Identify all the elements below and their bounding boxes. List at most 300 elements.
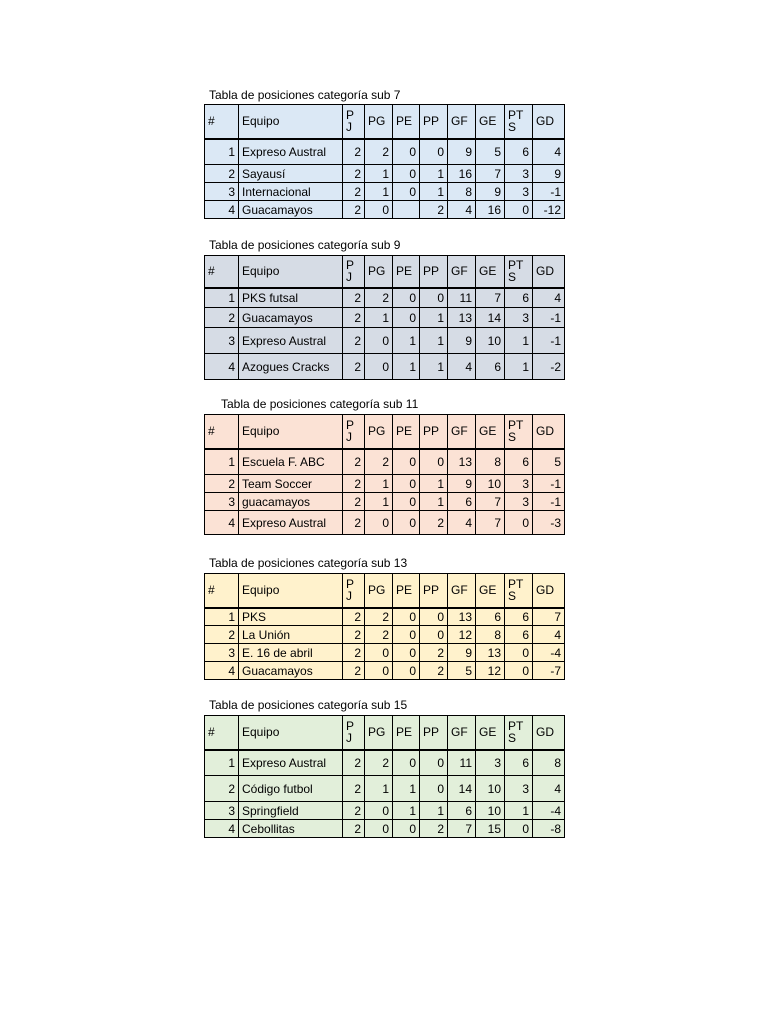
cell-pos: 1 (205, 608, 239, 626)
cell-gf: 11 (448, 288, 476, 308)
header-pts-part: S (508, 430, 517, 445)
cell-pg: 1 (365, 776, 393, 802)
header-gf: GF (448, 415, 476, 449)
table-caption: Tabla de posiciones categoría sub 7 (209, 88, 401, 102)
cell-gf: 5 (448, 662, 476, 680)
cell-pos: 2 (205, 475, 239, 493)
cell-pg: 2 (365, 626, 393, 644)
header-position: # (205, 105, 239, 139)
header-row (205, 415, 565, 449)
header-pj (343, 574, 365, 608)
table-row (205, 201, 565, 219)
cell-pos: 4 (205, 354, 239, 380)
cell-gd: -1 (533, 308, 565, 328)
cell-pj: 2 (343, 802, 365, 820)
cell-pj: 2 (343, 139, 365, 165)
cell-pg: 0 (365, 201, 393, 219)
header-pp: PP (420, 716, 448, 750)
cell-team: guacamayos (239, 493, 343, 511)
header-pg: PG (365, 256, 393, 288)
cell-team: Código futbol (239, 776, 343, 802)
header-gf: GF (448, 574, 476, 608)
cell-gd: -1 (533, 475, 565, 493)
header-pe: PE (393, 105, 420, 139)
standings-table (204, 414, 565, 535)
header-pj-part: J (346, 731, 352, 746)
cell-gd: 4 (533, 288, 565, 308)
cell-ge: 14 (476, 308, 505, 328)
header-pts-part: S (508, 589, 517, 604)
cell-ge: 8 (476, 626, 505, 644)
cell-pts: 3 (505, 493, 533, 511)
header-pe: PE (393, 716, 420, 750)
cell-ge: 7 (476, 165, 505, 183)
cell-ge: 12 (476, 662, 505, 680)
cell-pts: 0 (505, 820, 533, 838)
header-pts-part: PT (508, 418, 524, 433)
cell-pg: 0 (365, 662, 393, 680)
table-caption: Tabla de posiciones categoría sub 13 (209, 556, 408, 570)
cell-pp: 2 (420, 201, 448, 219)
header-pj-part: J (346, 589, 352, 604)
cell-gd: -8 (533, 820, 565, 838)
cell-pp: 0 (420, 608, 448, 626)
cell-pe: 0 (393, 644, 420, 662)
cell-ge: 5 (476, 139, 505, 165)
cell-gf: 16 (448, 165, 476, 183)
cell-ge: 16 (476, 201, 505, 219)
cell-pp: 2 (420, 511, 448, 535)
cell-pp: 0 (420, 776, 448, 802)
cell-pp: 1 (420, 165, 448, 183)
cell-pts: 0 (505, 511, 533, 535)
header-pj-part: J (346, 120, 352, 135)
cell-team: Springfield (239, 802, 343, 820)
cell-pe (393, 201, 420, 219)
cell-pj: 2 (343, 201, 365, 219)
header-pe: PE (393, 415, 420, 449)
cell-gd: -1 (533, 183, 565, 201)
table-row (205, 626, 565, 644)
cell-pe: 0 (393, 662, 420, 680)
cell-pos: 1 (205, 288, 239, 308)
cell-pos: 2 (205, 776, 239, 802)
cell-ge: 6 (476, 354, 505, 380)
cell-pg: 0 (365, 511, 393, 535)
header-pts-part: PT (508, 258, 524, 273)
cell-pp: 0 (420, 626, 448, 644)
header-pj (343, 415, 365, 449)
cell-pos: 4 (205, 820, 239, 838)
cell-pg: 0 (365, 328, 393, 354)
cell-gf: 9 (448, 475, 476, 493)
cell-ge: 6 (476, 608, 505, 626)
header-pts (505, 415, 533, 449)
cell-pj: 2 (343, 288, 365, 308)
cell-team: Internacional (239, 183, 343, 201)
header-ge: GE (476, 105, 505, 139)
table-caption: Tabla de posiciones categoría sub 9 (209, 238, 401, 252)
header-pts-part: S (508, 120, 517, 135)
cell-gf: 13 (448, 308, 476, 328)
header-pp: PP (420, 574, 448, 608)
cell-pe: 0 (393, 449, 420, 475)
header-ge: GE (476, 574, 505, 608)
table-row (205, 139, 565, 165)
cell-pj: 2 (343, 608, 365, 626)
cell-pe: 0 (393, 308, 420, 328)
cell-gd: -4 (533, 802, 565, 820)
cell-pp: 1 (420, 183, 448, 201)
cell-pts: 6 (505, 449, 533, 475)
cell-pp: 0 (420, 288, 448, 308)
cell-pts: 6 (505, 750, 533, 776)
cell-gf: 11 (448, 750, 476, 776)
header-pts (505, 256, 533, 288)
cell-pe: 0 (393, 183, 420, 201)
table-row (205, 449, 565, 475)
header-pp: PP (420, 256, 448, 288)
cell-gf: 7 (448, 820, 476, 838)
cell-pj: 2 (343, 165, 365, 183)
cell-pe: 0 (393, 288, 420, 308)
cell-pp: 1 (420, 475, 448, 493)
standings-table (204, 715, 565, 838)
header-pts (505, 105, 533, 139)
cell-pe: 0 (393, 165, 420, 183)
cell-gf: 13 (448, 449, 476, 475)
table-row (205, 308, 565, 328)
cell-pj: 2 (343, 662, 365, 680)
cell-pe: 0 (393, 493, 420, 511)
table-row (205, 644, 565, 662)
cell-ge: 7 (476, 493, 505, 511)
cell-pp: 1 (420, 802, 448, 820)
cell-pp: 2 (420, 820, 448, 838)
header-gd: GD (533, 716, 565, 750)
cell-gd: 7 (533, 608, 565, 626)
cell-ge: 10 (476, 328, 505, 354)
cell-gf: 12 (448, 626, 476, 644)
cell-ge: 10 (476, 475, 505, 493)
cell-pj: 2 (343, 493, 365, 511)
cell-team: PKS futsal (239, 288, 343, 308)
header-team: Equipo (239, 415, 343, 449)
cell-pts: 0 (505, 662, 533, 680)
cell-pts: 0 (505, 644, 533, 662)
cell-pos: 3 (205, 802, 239, 820)
standings-table (204, 255, 565, 380)
cell-gd: -12 (533, 201, 565, 219)
header-pj (343, 256, 365, 288)
cell-ge: 10 (476, 776, 505, 802)
cell-ge: 3 (476, 750, 505, 776)
cell-team: Guacamayos (239, 201, 343, 219)
table-caption: Tabla de posiciones categoría sub 11 (221, 397, 419, 411)
cell-pp: 2 (420, 644, 448, 662)
header-gd: GD (533, 415, 565, 449)
header-pp: PP (420, 105, 448, 139)
cell-gf: 9 (448, 328, 476, 354)
cell-pe: 1 (393, 354, 420, 380)
cell-gd: 5 (533, 449, 565, 475)
cell-pos: 3 (205, 183, 239, 201)
cell-gd: -1 (533, 328, 565, 354)
cell-gf: 6 (448, 493, 476, 511)
header-pts-part: PT (508, 108, 524, 123)
table-row (205, 183, 565, 201)
cell-pj: 2 (343, 449, 365, 475)
header-pts (505, 574, 533, 608)
header-ge: GE (476, 415, 505, 449)
cell-pts: 6 (505, 626, 533, 644)
cell-ge: 7 (476, 288, 505, 308)
cell-pg: 0 (365, 644, 393, 662)
header-pj-part: J (346, 270, 352, 285)
header-team: Equipo (239, 716, 343, 750)
cell-ge: 7 (476, 511, 505, 535)
cell-pj: 2 (343, 511, 365, 535)
cell-pj: 2 (343, 475, 365, 493)
cell-pg: 0 (365, 354, 393, 380)
cell-gd: 8 (533, 750, 565, 776)
cell-team: Cebollitas (239, 820, 343, 838)
cell-pg: 1 (365, 183, 393, 201)
cell-gd: 4 (533, 626, 565, 644)
header-pj-part: P (346, 108, 355, 123)
header-ge: GE (476, 256, 505, 288)
header-pp: PP (420, 415, 448, 449)
header-pg: PG (365, 716, 393, 750)
cell-pos: 4 (205, 201, 239, 219)
cell-gd: -3 (533, 511, 565, 535)
cell-pp: 1 (420, 354, 448, 380)
cell-team: Expreso Austral (239, 511, 343, 535)
cell-pp: 0 (420, 449, 448, 475)
header-team: Equipo (239, 574, 343, 608)
table-row (205, 493, 565, 511)
header-gd: GD (533, 105, 565, 139)
cell-ge: 8 (476, 449, 505, 475)
cell-pts: 3 (505, 308, 533, 328)
cell-team: PKS (239, 608, 343, 626)
cell-pe: 0 (393, 139, 420, 165)
cell-team: Team Soccer (239, 475, 343, 493)
table-row (205, 750, 565, 776)
cell-pg: 1 (365, 308, 393, 328)
cell-pos: 4 (205, 511, 239, 535)
header-team: Equipo (239, 105, 343, 139)
header-gd: GD (533, 574, 565, 608)
cell-pj: 2 (343, 626, 365, 644)
cell-pj: 2 (343, 354, 365, 380)
cell-pj: 2 (343, 750, 365, 776)
cell-pp: 1 (420, 328, 448, 354)
cell-pj: 2 (343, 776, 365, 802)
cell-pg: 1 (365, 165, 393, 183)
cell-gf: 9 (448, 644, 476, 662)
cell-team: Escuela F. ABC (239, 449, 343, 475)
cell-pg: 2 (365, 288, 393, 308)
cell-team: Expreso Austral (239, 750, 343, 776)
cell-pj: 2 (343, 183, 365, 201)
cell-team: Sayausí (239, 165, 343, 183)
standings-table (204, 573, 565, 680)
header-pts-part: PT (508, 577, 524, 592)
cell-pg: 1 (365, 493, 393, 511)
header-gf: GF (448, 105, 476, 139)
cell-ge: 9 (476, 183, 505, 201)
cell-pos: 1 (205, 750, 239, 776)
cell-gf: 13 (448, 608, 476, 626)
header-team: Equipo (239, 256, 343, 288)
cell-gd: -4 (533, 644, 565, 662)
table-row (205, 608, 565, 626)
cell-gf: 14 (448, 776, 476, 802)
cell-pg: 1 (365, 475, 393, 493)
cell-gd: -2 (533, 354, 565, 380)
table-row (205, 511, 565, 535)
header-position: # (205, 716, 239, 750)
cell-team: Expreso Austral (239, 139, 343, 165)
cell-pos: 1 (205, 139, 239, 165)
cell-pg: 0 (365, 802, 393, 820)
table-row (205, 288, 565, 308)
header-pj-part: P (346, 577, 355, 592)
header-pj-part: P (346, 418, 355, 433)
cell-ge: 15 (476, 820, 505, 838)
cell-pos: 3 (205, 644, 239, 662)
cell-team: Azogues Cracks (239, 354, 343, 380)
cell-gd: 4 (533, 776, 565, 802)
cell-team: La Unión (239, 626, 343, 644)
cell-pts: 1 (505, 354, 533, 380)
header-pts-part: PT (508, 719, 524, 734)
cell-pos: 3 (205, 493, 239, 511)
header-position: # (205, 256, 239, 288)
cell-pg: 2 (365, 750, 393, 776)
cell-gf: 9 (448, 139, 476, 165)
header-pj (343, 716, 365, 750)
cell-gd: 9 (533, 165, 565, 183)
standings-table (204, 104, 565, 219)
cell-pe: 0 (393, 475, 420, 493)
header-row (205, 716, 565, 750)
cell-pts: 0 (505, 201, 533, 219)
header-row (205, 256, 565, 288)
cell-pg: 0 (365, 820, 393, 838)
cell-pe: 1 (393, 802, 420, 820)
header-pj-part: P (346, 719, 355, 734)
header-pts-part: S (508, 731, 517, 746)
cell-ge: 13 (476, 644, 505, 662)
cell-pg: 2 (365, 608, 393, 626)
cell-pos: 2 (205, 308, 239, 328)
cell-pp: 2 (420, 662, 448, 680)
cell-team: Guacamayos (239, 662, 343, 680)
cell-pos: 2 (205, 626, 239, 644)
cell-pts: 3 (505, 776, 533, 802)
cell-pj: 2 (343, 820, 365, 838)
cell-gd: 4 (533, 139, 565, 165)
header-pe: PE (393, 574, 420, 608)
header-pg: PG (365, 574, 393, 608)
cell-pe: 1 (393, 776, 420, 802)
cell-pj: 2 (343, 328, 365, 354)
header-row (205, 105, 565, 139)
table-row (205, 802, 565, 820)
cell-team: E. 16 de abril (239, 644, 343, 662)
cell-pts: 6 (505, 288, 533, 308)
cell-pe: 0 (393, 608, 420, 626)
cell-team: Guacamayos (239, 308, 343, 328)
table-row (205, 354, 565, 380)
table-row (205, 662, 565, 680)
cell-pj: 2 (343, 308, 365, 328)
header-gd: GD (533, 256, 565, 288)
header-pts-part: S (508, 270, 517, 285)
cell-gf: 4 (448, 201, 476, 219)
header-pj-part: J (346, 430, 352, 445)
cell-gf: 4 (448, 354, 476, 380)
table-row (205, 165, 565, 183)
header-row (205, 574, 565, 608)
header-pj-part: P (346, 258, 355, 273)
table-row (205, 820, 565, 838)
cell-gf: 6 (448, 802, 476, 820)
cell-pts: 3 (505, 475, 533, 493)
cell-pts: 1 (505, 328, 533, 354)
cell-pj: 2 (343, 644, 365, 662)
cell-pp: 1 (420, 308, 448, 328)
table-caption: Tabla de posiciones categoría sub 15 (209, 698, 408, 712)
cell-pts: 1 (505, 802, 533, 820)
cell-pos: 3 (205, 328, 239, 354)
cell-pe: 0 (393, 750, 420, 776)
cell-pp: 0 (420, 139, 448, 165)
header-gf: GF (448, 256, 476, 288)
header-gf: GF (448, 716, 476, 750)
cell-pts: 3 (505, 165, 533, 183)
cell-pos: 1 (205, 449, 239, 475)
cell-pp: 1 (420, 493, 448, 511)
header-position: # (205, 415, 239, 449)
table-row (205, 475, 565, 493)
header-pj (343, 105, 365, 139)
cell-gf: 8 (448, 183, 476, 201)
cell-gd: -7 (533, 662, 565, 680)
cell-pg: 2 (365, 139, 393, 165)
cell-gf: 4 (448, 511, 476, 535)
cell-pts: 6 (505, 139, 533, 165)
cell-pts: 3 (505, 183, 533, 201)
cell-pe: 0 (393, 511, 420, 535)
cell-pp: 0 (420, 750, 448, 776)
header-position: # (205, 574, 239, 608)
header-pts (505, 716, 533, 750)
cell-pg: 2 (365, 449, 393, 475)
cell-pe: 0 (393, 820, 420, 838)
cell-ge: 10 (476, 802, 505, 820)
header-pg: PG (365, 415, 393, 449)
cell-pts: 6 (505, 608, 533, 626)
cell-team: Expreso Austral (239, 328, 343, 354)
cell-pe: 0 (393, 626, 420, 644)
header-pe: PE (393, 256, 420, 288)
cell-pe: 1 (393, 328, 420, 354)
table-row (205, 776, 565, 802)
header-pg: PG (365, 105, 393, 139)
